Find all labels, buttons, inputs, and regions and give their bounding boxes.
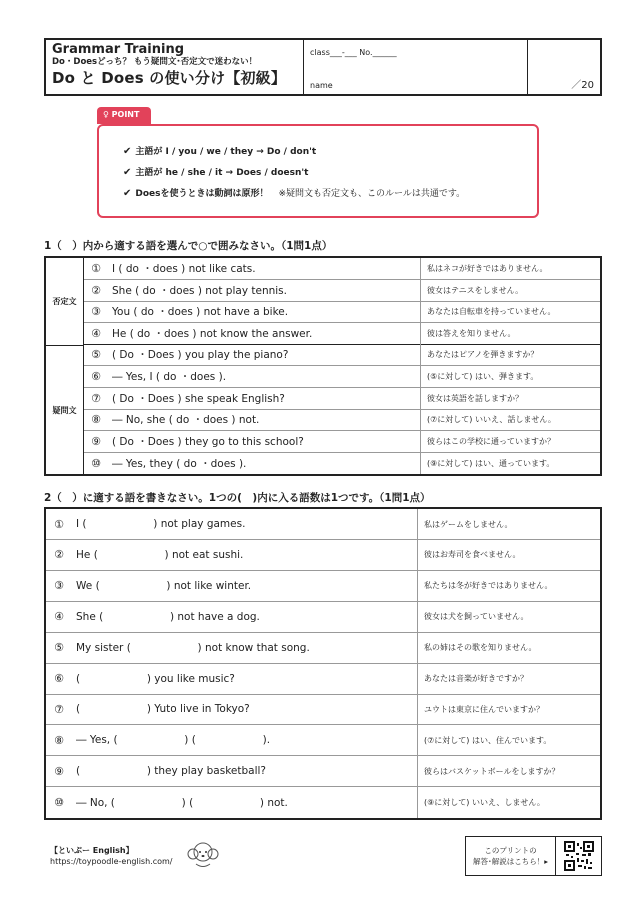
title-english: Grammar Training [52, 42, 185, 57]
title-block [46, 40, 304, 94]
question-number: ③ [91, 305, 101, 319]
class-number-field[interactable]: class___-___ No.______ [310, 48, 397, 57]
question-row [84, 301, 600, 323]
section1-title: 1（ ）内から適する語を選んで○で囲みなさい。（1問1点） [44, 240, 333, 252]
question-row [84, 280, 600, 302]
question-row [84, 344, 600, 366]
question-sentence[interactable]: ― No, she ( do ・does ) not. [112, 414, 260, 427]
question-translation: 彼らはこの学校に通っていますか？ [420, 431, 600, 452]
question-translation: 私はネコが好きではありません。 [420, 258, 600, 279]
question-sentence[interactable]: ( Do ・Does ) they go to this school? [112, 435, 304, 448]
fill-in-sentence[interactable]: ( ) you like music? [76, 672, 235, 685]
question-translation: 彼らはバスケットボールをしますか？ [417, 756, 600, 786]
poodle-logo-icon [184, 838, 222, 870]
question-sentence[interactable]: ― Yes, I ( do ・does ). [112, 371, 227, 383]
question-translation: 私たちは冬が好きではありません。 [417, 571, 600, 601]
point-line-2: ✔ 主語が he / she / it → Does / doesn't [123, 167, 309, 178]
question-number: ⑨ [54, 764, 64, 778]
question-row [84, 366, 600, 388]
score-total: ／20 [571, 80, 594, 91]
group-negative: 否定文 [46, 258, 84, 346]
question-number: ⑤ [91, 348, 101, 362]
question-row [46, 694, 600, 725]
section2-title: 2（ ）に適する語を書きなさい。1つの( )内に入る語数は1つです。（1問1点） [44, 492, 431, 504]
question-sentence[interactable]: She ( do ・does ) not play tennis. [112, 284, 287, 297]
question-translation: ユウトは東京に住んでいますか？ [417, 694, 600, 724]
point-tag [97, 107, 151, 124]
fill-in-sentence[interactable]: ( ) they play basketball? [76, 765, 266, 778]
question-sentence[interactable]: You ( do ・does ) not have a bike. [112, 306, 289, 319]
question-translation: あなたは音楽が好きですか？ [417, 664, 600, 694]
question-number: ② [91, 283, 101, 297]
qr-code-icon[interactable] [556, 837, 601, 875]
check-icon: ✔ [123, 188, 132, 199]
fill-in-sentence[interactable]: My sister ( ) not know that song. [76, 641, 310, 654]
question-translation: あなたは自転車を持っていません。 [420, 301, 600, 322]
page-title: Do と Does の使い分け【初級】 [52, 69, 287, 87]
question-translation: 私の姉はその歌を知りません。 [417, 633, 600, 663]
question-row [84, 431, 600, 453]
question-number: ⑥ [54, 672, 64, 685]
question-sentence[interactable]: ( Do ・Does ) she speak English? [112, 392, 285, 405]
subtitle: Do・Doesどっち？ もう疑問文･否定文で迷わない！ [52, 57, 258, 67]
question-translation: (⑦に対して) いいえ、話しません。 [420, 409, 600, 430]
question-row [84, 388, 600, 410]
question-row [46, 571, 600, 602]
point-line-3: ✔ Doesを使うときは動詞は原形！ ※疑問文も否定文も、このルールは共通です。 [123, 188, 466, 199]
question-translation: 私はゲームをしません。 [417, 509, 600, 539]
check-icon: ✔ [123, 167, 132, 178]
question-translation: 彼女はテニスをしません。 [420, 280, 600, 301]
question-number: ⑧ [91, 413, 101, 427]
question-translation: (⑦に対して) はい、住んでいます。 [417, 725, 600, 755]
fill-in-sentence[interactable]: He ( ) not eat sushi. [76, 548, 244, 561]
question-row [46, 540, 600, 571]
question-translation: (⑤に対して) はい、弾きます。 [420, 366, 600, 387]
name-field[interactable]: name [310, 81, 333, 90]
question-number: ⑦ [91, 391, 101, 405]
question-sentence[interactable]: ― Yes, they ( do ・does ). [112, 457, 247, 470]
question-number: ① [91, 262, 101, 275]
section1-table [44, 256, 602, 476]
worksheet-header [44, 38, 602, 96]
question-translation: 彼はお寿司を食べません。 [417, 540, 600, 570]
question-number: ② [54, 548, 64, 562]
point-line-1: ✔ 主語が I / you / we / they → Do / don't [123, 146, 317, 157]
fill-in-sentence[interactable]: ― Yes, ( ) ( ). [76, 734, 271, 747]
lightbulb-icon: ♀ [103, 110, 109, 119]
point-tag-label: POINT [111, 110, 140, 119]
question-sentence[interactable]: ( Do ・Does ) you play the piano? [112, 349, 289, 362]
question-translation: あなたはピアノを弾きますか？ [420, 344, 600, 365]
question-number: ④ [91, 326, 101, 340]
check-icon: ✔ [123, 146, 132, 157]
question-sentence[interactable]: I ( do ・does ) not like cats. [112, 263, 256, 275]
question-translation: 彼女は犬を飼っていません。 [417, 602, 600, 632]
answer-link-box[interactable] [465, 836, 602, 876]
question-number: ③ [54, 579, 64, 593]
question-number: ⑥ [91, 370, 101, 383]
question-row [46, 509, 600, 540]
question-row [84, 452, 600, 474]
question-sentence[interactable]: He ( do ・does ) not know the answer. [112, 327, 313, 340]
group-question: 疑問文 [46, 346, 84, 474]
question-number: ⑤ [54, 641, 64, 655]
brand-name: 【といぷー English】 [50, 846, 134, 855]
site-url[interactable]: https://toypoodle-english.com/ [50, 857, 173, 866]
fill-in-sentence[interactable]: We ( ) not like winter. [76, 579, 252, 592]
question-row [46, 664, 600, 695]
question-number: ⑩ [91, 456, 101, 470]
question-translation: 彼女は英語を話しますか？ [420, 388, 600, 409]
fill-in-sentence[interactable]: She ( ) not have a dog. [76, 610, 260, 623]
question-row [46, 787, 600, 818]
question-translation: 彼は答えを知りません。 [420, 323, 600, 344]
student-info-block [304, 40, 528, 94]
question-row [84, 409, 600, 431]
question-row [46, 756, 600, 787]
question-number: ⑨ [91, 434, 101, 448]
question-row [84, 323, 600, 345]
fill-in-sentence[interactable]: I ( ) not play games. [76, 518, 246, 530]
question-translation: (⑨に対して) はい、通っています。 [420, 452, 600, 474]
question-row [46, 633, 600, 664]
section2-table [44, 507, 602, 820]
question-number: ⑦ [54, 702, 64, 716]
point-box [97, 124, 539, 218]
question-number: ⑩ [54, 796, 64, 810]
answer-link-text: このプリントの 解答･解説はこちら！▸ [466, 837, 556, 875]
question-row [46, 725, 600, 756]
score-block [528, 40, 600, 94]
question-number: ④ [54, 610, 64, 624]
fill-in-sentence[interactable]: ( ) Yuto live in Tokyo? [76, 703, 250, 716]
question-translation: (⑨に対して) いいえ、しません。 [417, 787, 600, 818]
question-number: ① [54, 517, 64, 531]
fill-in-sentence[interactable]: ― No, ( ) ( ) not. [76, 796, 288, 809]
question-row [84, 258, 600, 280]
question-row [46, 602, 600, 633]
question-number: ⑧ [54, 733, 64, 747]
